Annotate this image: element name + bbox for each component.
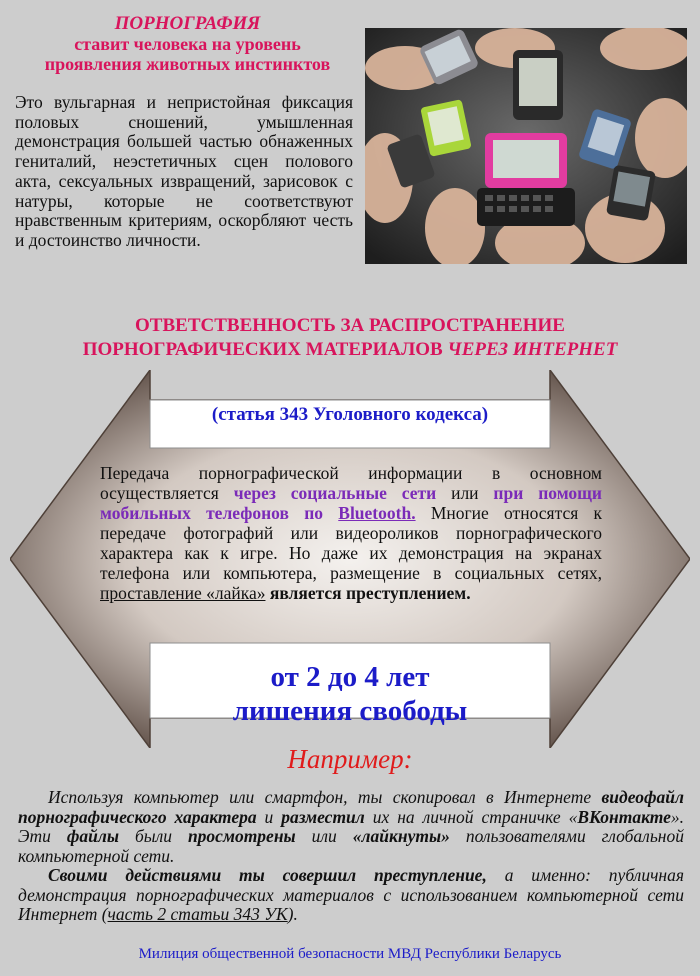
intro-paragraph: Это вульгарная и непристойная фиксация половых сношений, умышленная демонстрация большей частью обнаженных гениталий, неэстетичных сцен полового акта, сексуальных извращений, зарисовок с натуры, которые не соответствуют нравственным критериям, оскорбляют честь и достоинство личности. xyxy=(15,92,353,250)
law-reference: часть 2 статьи 343 УК xyxy=(107,904,288,924)
example-bold-part: Своими действиями ты совершил преступление, xyxy=(48,865,487,885)
example-text-part: были xyxy=(118,826,188,846)
example-paragraph-2 xyxy=(18,866,684,925)
section-heading-line2 xyxy=(0,338,700,362)
header-title-block xyxy=(15,14,360,74)
example-bold-part: видеофайл порнографического характера xyxy=(18,787,684,827)
body-text-part: Многие относятся к передаче фотографий или видеороликов порнографического характера как к игре. Но даже их демонстрация на экранах телефона или компьютера, размещение в социальных сетях, xyxy=(100,503,602,583)
example-paragraph-1 xyxy=(18,788,684,866)
example-text-part: а именно: публичная демонстрация порнографических материалов с использованием компьютерной сети Интернет ( xyxy=(18,865,684,924)
article-reference: (статья 343 Уголовного кодекса) xyxy=(211,404,489,425)
header-title: ПОРНОГРАФИЯ xyxy=(114,13,261,34)
example-text-part: или xyxy=(295,826,353,846)
section-heading-line1: ОТВЕТСТВЕННОСТЬ ЗА РАСПРОСТРАНЕНИЕ xyxy=(135,315,565,336)
example-bold-part: просмотрены xyxy=(187,826,296,846)
example-text-part: пользователями глобальной компьютерной сети. xyxy=(18,826,684,866)
body-text-part: Передача порнографической информации в основном осуществляется xyxy=(100,463,602,503)
header-subtitle-line2: проявления животных инстинктов xyxy=(44,54,331,74)
like-phrase: проставление «лайка» xyxy=(100,583,266,603)
highlight-social-networks: через социальные сети xyxy=(233,483,437,503)
example-text-part: ). xyxy=(287,904,298,924)
penalty-line2: лишения свободы xyxy=(232,695,468,727)
phones-photo xyxy=(365,28,687,264)
body-text-part: или xyxy=(436,483,494,503)
penalty-block xyxy=(0,660,700,728)
example-text-part: Используя компьютер или смартфон, ты скопировал в Интернете xyxy=(48,787,602,807)
example-text-part: ». Эти xyxy=(18,806,685,846)
footer-credit: Милиция общественной безопасности МВД Республики Беларусь xyxy=(138,946,562,962)
example-text-part: их на личной страничке « xyxy=(364,806,578,827)
example-title: Например: xyxy=(287,744,413,774)
header-subtitle-line1: ставит человека на уровень xyxy=(74,34,301,54)
highlight-bluetooth: Bluetooth. xyxy=(338,503,416,523)
example-bold-part: файлы xyxy=(66,826,119,846)
section-heading-line2-b: ЧЕРЕЗ ИНТЕРНЕТ xyxy=(447,339,618,360)
example-text xyxy=(18,788,684,925)
crime-statement: является преступлением. xyxy=(265,583,471,603)
arrow-body-text xyxy=(100,463,602,603)
example-text-part: и xyxy=(256,806,282,827)
penalty-line1: от 2 до 4 лет xyxy=(270,661,430,693)
section-heading xyxy=(0,314,700,362)
example-bold-part: разместил xyxy=(281,806,365,827)
example-bold-part: ВКонтакте xyxy=(577,806,671,827)
example-bold-part: «лайкнуты» xyxy=(352,826,450,846)
highlight-mobile-phones: при помощи мобильных телефонов по xyxy=(100,483,602,523)
section-heading-line2-a: ПОРНОГРАФИЧЕСКИХ МАТЕРИАЛОВ xyxy=(82,339,448,360)
